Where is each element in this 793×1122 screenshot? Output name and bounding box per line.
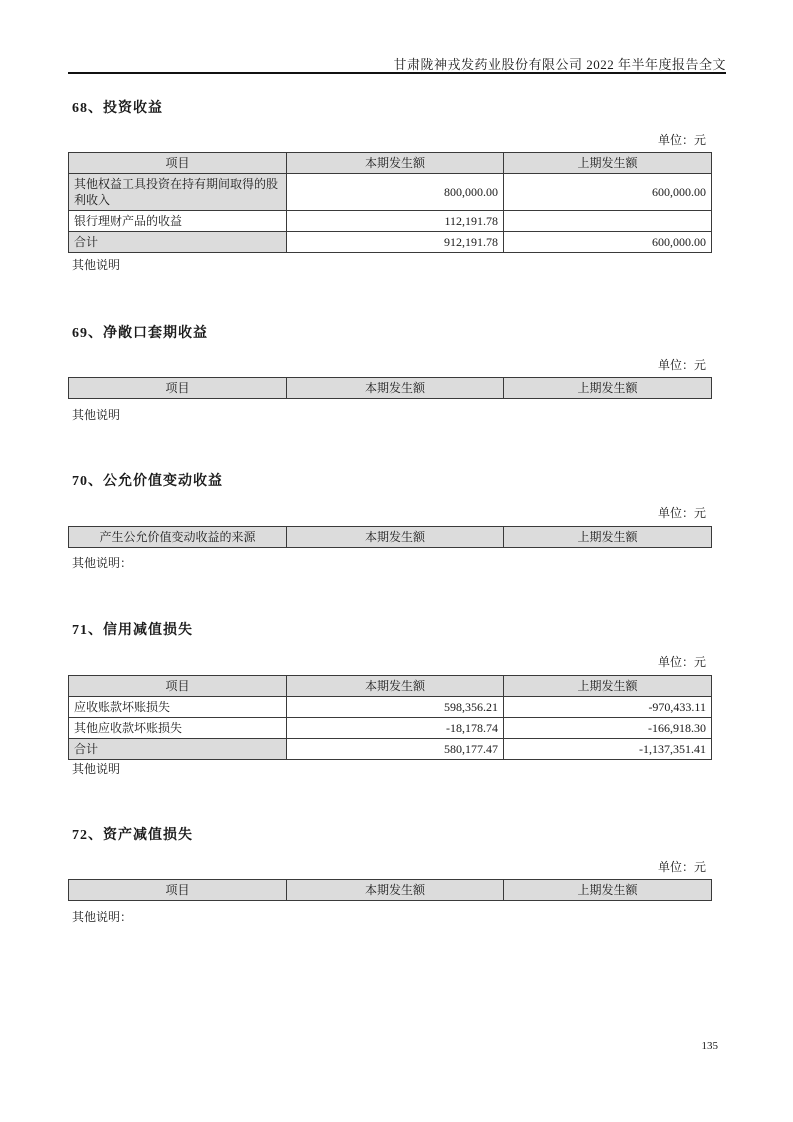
table-row bbox=[69, 174, 712, 211]
col-header-item: 项目 bbox=[69, 378, 287, 399]
table-header-row bbox=[69, 880, 712, 901]
unit-label-70: 单位：元 bbox=[657, 506, 706, 520]
col-header-source: 产生公允价值变动收益的来源 bbox=[69, 527, 287, 548]
table-investment-income bbox=[68, 152, 712, 253]
table-header-row bbox=[69, 676, 712, 697]
row-label-total: 合计 bbox=[69, 232, 287, 253]
unit-label-69: 单位：元 bbox=[657, 358, 706, 372]
table-row-total bbox=[69, 739, 712, 760]
other-notes-72: 其他说明： bbox=[72, 910, 133, 924]
prior-period-total: 600,000.00 bbox=[504, 232, 712, 253]
table-credit-impairment-loss bbox=[68, 675, 712, 760]
row-label: 其他权益工具投资在持有期间取得的股利收入 bbox=[69, 174, 287, 211]
col-header-prior-period: 上期发生额 bbox=[504, 676, 712, 697]
prior-period-total: -1,137,351.41 bbox=[504, 739, 712, 760]
current-period-value: 112,191.78 bbox=[287, 211, 504, 232]
row-label-total: 合计 bbox=[69, 739, 287, 760]
section-title-68: 68、投资收益 bbox=[72, 101, 163, 116]
unit-label-72: 单位：元 bbox=[657, 860, 706, 874]
unit-label-68: 单位：元 bbox=[657, 133, 706, 147]
section-title-69: 69、净敞口套期收益 bbox=[72, 326, 208, 341]
col-header-item: 项目 bbox=[69, 880, 287, 901]
current-period-total: 580,177.47 bbox=[287, 739, 504, 760]
unit-label-71: 单位：元 bbox=[657, 655, 706, 669]
header-divider bbox=[68, 72, 726, 74]
section-title-71: 71、信用减值损失 bbox=[72, 623, 193, 638]
table-header-row bbox=[69, 378, 712, 399]
col-header-item: 项目 bbox=[69, 153, 287, 174]
current-period-total: 912,191.78 bbox=[287, 232, 504, 253]
row-label: 应收账款坏账损失 bbox=[69, 697, 287, 718]
table-row bbox=[69, 697, 712, 718]
row-label: 其他应收款坏账损失 bbox=[69, 718, 287, 739]
page-number: 135 bbox=[701, 1040, 718, 1052]
row-label: 银行理财产品的收益 bbox=[69, 211, 287, 232]
current-period-value: 800,000.00 bbox=[287, 174, 504, 211]
section-title-70: 70、公允价值变动收益 bbox=[72, 474, 223, 489]
other-notes-70: 其他说明： bbox=[72, 556, 133, 570]
current-period-value: 598,356.21 bbox=[287, 697, 504, 718]
table-asset-impairment-loss bbox=[68, 879, 712, 901]
table-row-total bbox=[69, 232, 712, 253]
table-net-exposure-hedging bbox=[68, 377, 712, 399]
col-header-current-period: 本期发生额 bbox=[287, 378, 504, 399]
document-header-title: 甘肃陇神戎发药业股份有限公司 2022 年半年度报告全文 bbox=[393, 57, 726, 72]
other-notes-71: 其他说明 bbox=[72, 762, 121, 776]
table-fair-value-change bbox=[68, 526, 712, 548]
col-header-item: 项目 bbox=[69, 676, 287, 697]
col-header-current-period: 本期发生额 bbox=[287, 527, 504, 548]
table-row bbox=[69, 211, 712, 232]
col-header-current-period: 本期发生额 bbox=[287, 880, 504, 901]
prior-period-value: 600,000.00 bbox=[504, 174, 712, 211]
current-period-value: -18,178.74 bbox=[287, 718, 504, 739]
prior-period-value: -166,918.30 bbox=[504, 718, 712, 739]
table-header-row bbox=[69, 153, 712, 174]
prior-period-value bbox=[504, 211, 712, 232]
col-header-prior-period: 上期发生额 bbox=[504, 153, 712, 174]
col-header-prior-period: 上期发生额 bbox=[504, 527, 712, 548]
table-row bbox=[69, 718, 712, 739]
section-title-72: 72、资产减值损失 bbox=[72, 828, 193, 843]
other-notes-68: 其他说明 bbox=[72, 258, 121, 272]
other-notes-69: 其他说明 bbox=[72, 408, 121, 422]
col-header-current-period: 本期发生额 bbox=[287, 153, 504, 174]
table-header-row bbox=[69, 527, 712, 548]
prior-period-value: -970,433.11 bbox=[504, 697, 712, 718]
col-header-current-period: 本期发生额 bbox=[287, 676, 504, 697]
col-header-prior-period: 上期发生额 bbox=[504, 880, 712, 901]
col-header-prior-period: 上期发生额 bbox=[504, 378, 712, 399]
